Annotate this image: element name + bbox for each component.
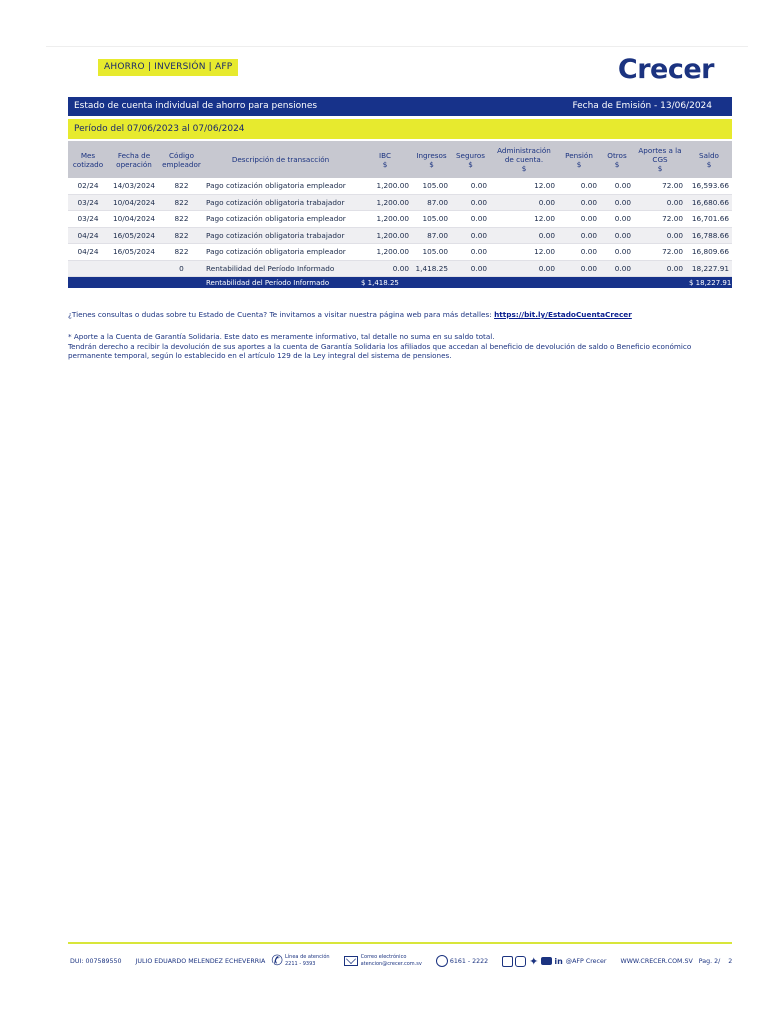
table-row <box>68 244 732 261</box>
footer-name: JULIO EDUARDO MELENDEZ ECHEVERRIA <box>135 957 266 965</box>
table-cell: 16,680.66 <box>686 194 732 211</box>
table-cell: 18,227.91 <box>686 260 732 277</box>
phone-icon: ✆ <box>271 953 283 969</box>
table-cell: 0.00 <box>634 260 686 277</box>
table-cell <box>68 260 108 277</box>
table-cell: Pago cotización obligatoria empleador <box>203 178 358 194</box>
table-cell: 12.00 <box>490 244 558 261</box>
table-cell: 12.00 <box>490 211 558 228</box>
table-cell: 1,200.00 <box>358 227 412 244</box>
table-cell: 03/24 <box>68 194 108 211</box>
table-cell: 105.00 <box>412 211 451 228</box>
table-cell: 72.00 <box>634 178 686 194</box>
twitter-icon: ✦ <box>529 954 539 968</box>
col-ingresos: Ingresos $ <box>412 141 451 178</box>
mail-icon <box>344 956 358 966</box>
total-saldo: $ 18,227.91 <box>686 277 732 289</box>
table-cell: 0.00 <box>490 260 558 277</box>
table-cell: 72.00 <box>634 244 686 261</box>
facebook-icon <box>502 956 513 967</box>
table-cell: 0.00 <box>451 227 490 244</box>
table-row <box>68 227 732 244</box>
table-cell: 0.00 <box>451 194 490 211</box>
table-cell: 04/24 <box>68 227 108 244</box>
table-cell: 87.00 <box>412 227 451 244</box>
table-cell: 0.00 <box>600 244 634 261</box>
consult-text: ¿Tienes consultas o dudas sobre tu Estado de Cuenta? Te invitamos a visitar nuestra página web para más detalles: <box>68 310 492 319</box>
period-bar <box>68 119 732 139</box>
table-cell: 16/05/2024 <box>108 227 160 244</box>
brand-logo: Crecer <box>617 54 714 85</box>
rights-note: Tendrán derecho a recibir la devolución de sus aportes a la cuenta de Garantía Solidaria los afiliados que accedan al beneficio de devolución de saldo o Beneficio económico permanente temporal, según lo establecido en el artículo 129 de la Ley integral del sistema de pensiones. <box>68 341 692 360</box>
table-cell: 02/24 <box>68 178 108 194</box>
col-ibc: IBC $ <box>358 141 412 178</box>
table-cell: 822 <box>160 211 203 228</box>
legal-notes <box>68 332 732 361</box>
instagram-icon <box>515 956 526 967</box>
table-cell: 04/24 <box>68 244 108 261</box>
table-cell: 105.00 <box>412 244 451 261</box>
cgs-note: * Aporte a la Cuenta de Garantía Solidaria. Este dato es meramente informativo, tal detalle no suma en su saldo total. <box>68 332 495 341</box>
top-divider <box>46 46 748 47</box>
table-cell: 0.00 <box>558 260 600 277</box>
table-cell: 1,200.00 <box>358 194 412 211</box>
issue-date: Fecha de Emisión - 13/06/2024 <box>572 101 712 111</box>
consult-note <box>68 310 632 319</box>
table-cell: 822 <box>160 178 203 194</box>
table-cell: 0.00 <box>451 260 490 277</box>
table-cell: 1,200.00 <box>358 211 412 228</box>
table-header-row <box>68 141 732 178</box>
table-cell: 0.00 <box>634 194 686 211</box>
table-cell: 0.00 <box>451 244 490 261</box>
statement-header-bar <box>68 97 732 116</box>
table-cell: 822 <box>160 227 203 244</box>
table-cell: 16,788.66 <box>686 227 732 244</box>
table-cell: 72.00 <box>634 211 686 228</box>
table-cell: Pago cotización obligatoria trabajador <box>203 227 358 244</box>
table-row <box>68 260 732 277</box>
table-cell: 0.00 <box>600 178 634 194</box>
col-otros: Otros $ <box>600 141 634 178</box>
footer-dui: DUI: 007589550 <box>70 957 122 965</box>
table-cell: 87.00 <box>412 194 451 211</box>
table-cell: Pago cotización obligatoria empleador <box>203 211 358 228</box>
col-aportes-cgs: Aportes a la CGS $ <box>634 141 686 178</box>
table-cell: 14/03/2024 <box>108 178 160 194</box>
email-address: atencion@crecer.com.sv <box>360 961 422 967</box>
col-mes-cotizado: Mes cotizado <box>68 141 108 178</box>
table-cell: 0 <box>160 260 203 277</box>
col-pension: Pensión $ <box>558 141 600 178</box>
table-cell: 1,418.25 <box>412 260 451 277</box>
whatsapp-icon <box>436 955 448 967</box>
statement-link[interactable]: https://bit.ly/EstadoCuentaCrecer <box>494 310 632 319</box>
page-number: Pag. 2/ 2 <box>698 957 733 965</box>
col-descripcion: Descripción de transacción <box>203 141 358 178</box>
table-cell: Pago cotización obligatoria empleador <box>203 244 358 261</box>
table-cell: 0.00 <box>490 227 558 244</box>
total-row <box>68 277 732 289</box>
whatsapp-number: 6161 - 2222 <box>449 957 489 965</box>
transactions-table <box>68 141 732 288</box>
col-fecha-operacion: Fecha de operación <box>108 141 160 178</box>
table-row <box>68 194 732 211</box>
period-text: Período del 07/06/2023 al 07/06/2024 <box>74 124 245 134</box>
table-cell: Rentabilidad del Período Informado <box>203 260 358 277</box>
website: WWW.CRECER.COM.SV <box>620 957 693 965</box>
table-row <box>68 178 732 194</box>
total-label: Rentabilidad del Período Informado <box>203 277 358 289</box>
phone-number: 2211 - 9393 <box>285 961 316 967</box>
table-cell: 822 <box>160 244 203 261</box>
footer-divider <box>68 942 732 944</box>
col-codigo-empleador: Código empleador <box>160 141 203 178</box>
email-info <box>361 954 422 968</box>
linkedin-icon: in <box>554 956 563 966</box>
table-cell: 16,809.66 <box>686 244 732 261</box>
col-administracion: Administración de cuenta. $ <box>490 141 558 178</box>
table-cell: 0.00 <box>634 227 686 244</box>
footer <box>70 950 738 972</box>
table-cell: 10/04/2024 <box>108 194 160 211</box>
product-tag: AHORRO | INVERSIÓN | AFP <box>98 59 238 76</box>
table-cell: 105.00 <box>412 178 451 194</box>
social-handle: @AFP Crecer <box>565 957 607 965</box>
table-cell: 0.00 <box>600 260 634 277</box>
table-cell: 03/24 <box>68 211 108 228</box>
table-cell: 1,200.00 <box>358 244 412 261</box>
table-cell: 0.00 <box>490 194 558 211</box>
table-cell: 1,200.00 <box>358 178 412 194</box>
table-cell <box>108 260 160 277</box>
table-cell: 16,593.66 <box>686 178 732 194</box>
table-cell: 0.00 <box>558 227 600 244</box>
phone-label: Línea de atención <box>285 954 330 960</box>
table-cell: 10/04/2024 <box>108 211 160 228</box>
table-cell: 0.00 <box>600 227 634 244</box>
table-cell: 16,701.66 <box>686 211 732 228</box>
table-cell: 822 <box>160 194 203 211</box>
table-cell: 0.00 <box>600 211 634 228</box>
table-cell: 0.00 <box>558 244 600 261</box>
table-cell: 16/05/2024 <box>108 244 160 261</box>
col-seguros: Seguros $ <box>451 141 490 178</box>
table-row <box>68 211 732 228</box>
total-ibc: $ 1,418.25 <box>358 277 412 289</box>
table-cell: 0.00 <box>358 260 412 277</box>
table-cell: 0.00 <box>558 194 600 211</box>
table-cell: 0.00 <box>600 194 634 211</box>
table-cell: 0.00 <box>451 178 490 194</box>
table-cell: 0.00 <box>558 178 600 194</box>
youtube-icon <box>541 957 552 965</box>
table-cell: 0.00 <box>451 211 490 228</box>
col-saldo: Saldo $ <box>686 141 732 178</box>
phone-info <box>285 954 330 968</box>
table-cell: 12.00 <box>490 178 558 194</box>
table-cell: Pago cotización obligatoria trabajador <box>203 194 358 211</box>
table-cell: 0.00 <box>558 211 600 228</box>
statement-title: Estado de cuenta individual de ahorro para pensiones <box>74 101 318 111</box>
email-label: Correo electrónico <box>360 954 407 960</box>
